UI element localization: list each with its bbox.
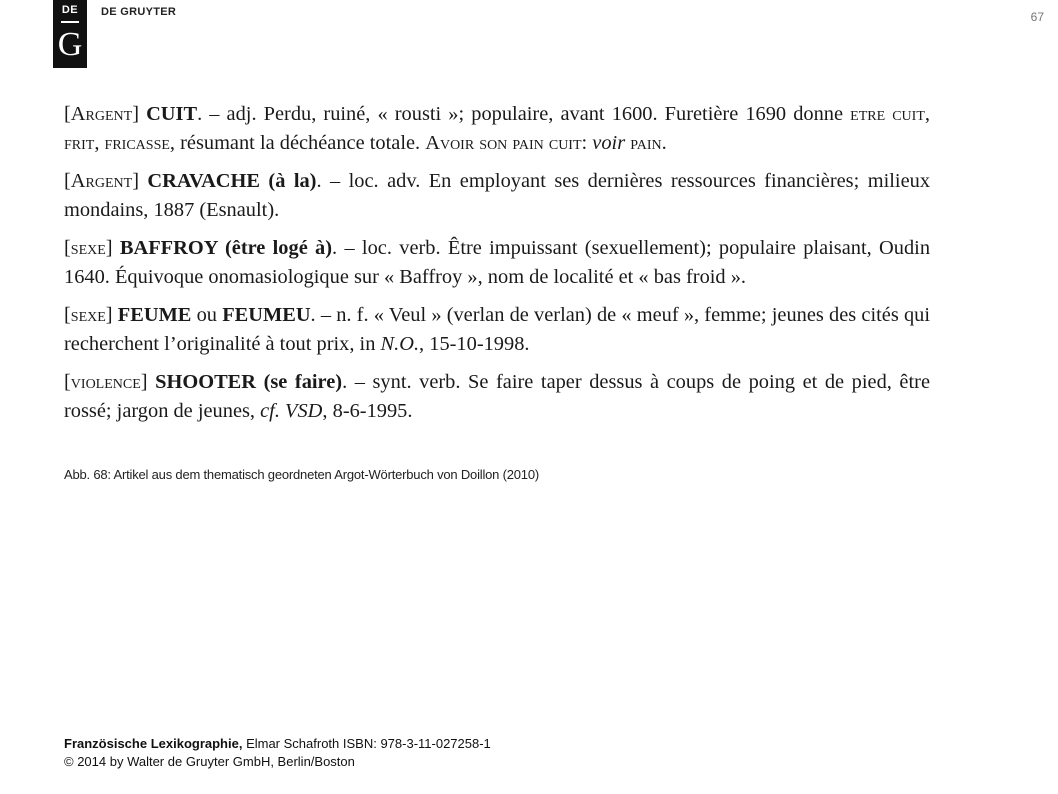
figure-caption: Abb. 68: Artikel aus dem thematisch geordneten Argot-Wörterbuch von Doillon (2010) [64,467,539,482]
entry-headword-variant: FEUMEU [222,304,311,326]
entry-italic: N.O. [380,333,420,355]
citation-footer [64,735,491,771]
entry-crossref: frit [64,132,95,154]
entry-text: . – synt. verb. Se faire taper dessus à coups de poing et de pied, être rossé; jargon de jeunes, [64,371,930,422]
entry-text: ou [191,304,223,326]
dictionary-entry-baffroy: [sexe] BAFFROY (être logé à). – loc. verb. Être impuissant (sexuellement); populaire plaisant, Oudin 1640. Équivoque onomasiologique sur « Baffroy », nom de localité et « bas froid ». [64,237,931,288]
logo-letter: G [57,26,83,63]
book-citation: Elmar Schafroth ISBN: 978-3-11-027258-1 [242,736,491,751]
entry-text: , [94,132,105,154]
entry-text: : [581,132,593,154]
entry-text: , 15-10-1998. [419,333,530,355]
dictionary-entry-cuit: [Argent] CUIT. – adj. Perdu, ruiné, « rousti »; populaire, avant 1600. Furetière 1690 donne etre cuit, frit, fricasse, résumant la déchéance totale. Avoir son pain cuit: voir pain. [64,103,930,154]
entry-headword: SHOOTER (se faire) [155,371,343,393]
entry-crossref: pain [630,132,662,154]
publisher-logo [53,0,87,68]
dictionary-excerpt [64,100,930,435]
entry-text: , 8-6-1995. [322,400,413,422]
entry-italic: voir [592,132,626,154]
entry-crossref: etre cuit [850,103,925,125]
dictionary-entry-cravache: [Argent] CRAVACHE (à la). – loc. adv. En employant ses dernières ressources financières; milieux mondains, 1887 (Esnault). [64,170,931,221]
entry-category: sexe [70,304,106,326]
dictionary-entry-feume: [sexe] FEUME ou FEUMEU. – n. f. « Veul » (verlan de verlan) de « meuf », femme; jeunes des cités qui recherchent l’originalité à tout prix, in N.O., 15-10-1998. [64,304,931,355]
page-number: 67 [1030,10,1044,24]
entry-text: . – loc. adv. En employant ses dernières ressources financières; milieux mondains, 1887 (Esnault). [64,170,931,221]
entry-crossref: fricasse [104,132,170,154]
entry-text: . – adj. Perdu, ruiné, « rousti »; populaire, avant 1600. Furetière 1690 donne [197,103,851,125]
entry-text: . – n. f. « Veul » (verlan de verlan) de « meuf », femme; jeunes des cités qui recherchent l’originalité à tout prix, in [64,304,931,355]
entry-text: , résumant la déchéance totale. [169,132,426,154]
dictionary-entry-shooter: [violence] SHOOTER (se faire). – synt. verb. Se faire taper dessus à coups de poing et de pied, être rossé; jargon de jeunes, cf. VSD, 8-6-1995. [64,371,930,422]
entry-category: Argent [70,170,133,192]
book-title: Französische Lexikographie, [64,736,243,751]
entry-headword: FEUME [117,304,192,326]
entry-headword: CRAVACHE (à la) [147,170,317,192]
entry-crossref: Avoir son pain cuit [425,132,582,154]
entry-headword: CUIT [146,103,198,125]
entry-text: . – loc. verb. Être impuissant (sexuellement); populaire plaisant, Oudin 1640. Équivoque onomasiologique sur « Baffroy », nom de localité et « bas froid ». [64,237,931,288]
publisher-name: DE GRUYTER [101,6,177,18]
entry-category: sexe [70,237,106,259]
entry-text: , [924,103,930,125]
citation-line [64,735,491,753]
entry-category: Argent [70,103,133,125]
entry-text: . [661,132,667,154]
logo-divider [61,21,79,23]
entry-category: violence [70,371,141,393]
logo-top-text: DE [61,4,79,16]
copyright-line: © 2014 by Walter de Gruyter GmbH, Berlin/Boston [64,754,355,769]
entry-italic: cf. VSD [260,400,323,422]
entry-headword: BAFFROY (être logé à) [119,237,333,259]
